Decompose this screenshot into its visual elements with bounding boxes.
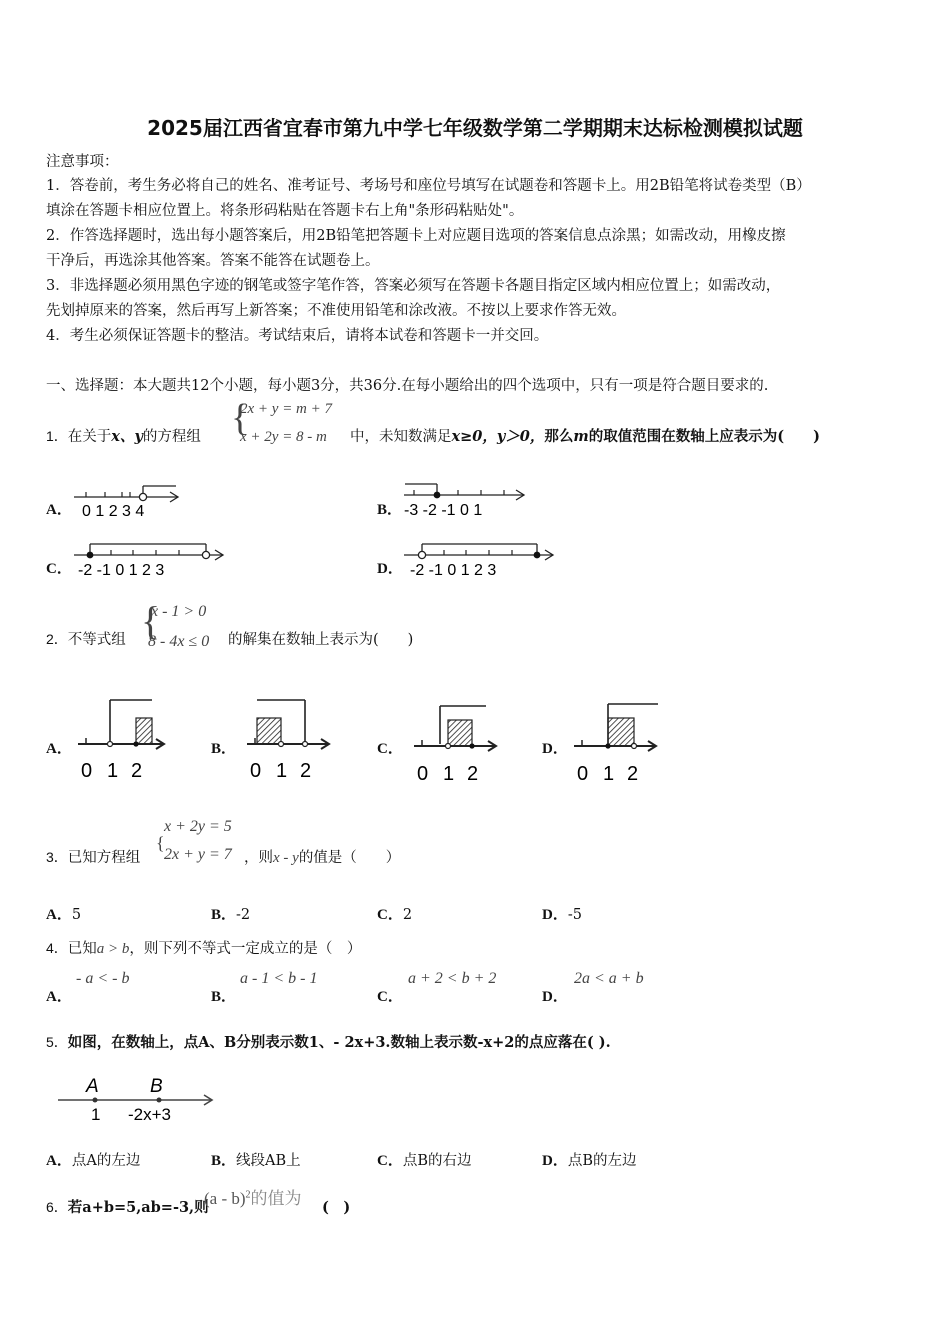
q3-post-a: ，则 — [244, 850, 273, 866]
q2-text-pre: 不等式组 — [67, 632, 126, 648]
q3-eq2: 2x + y = 7 — [164, 846, 232, 863]
option[interactable] — [46, 903, 81, 924]
q6-expr: (a - b) — [204, 1189, 246, 1208]
q6-post: ( ) — [322, 1199, 351, 1216]
option-label[interactable]: C． — [377, 741, 403, 757]
point-value-b: -2x+3 — [128, 1105, 171, 1124]
q5-text: 如图，在数轴上，点A、B分别表示数1、- 2x+3.数轴上表示数-x+2的点应落在( ). — [67, 1034, 611, 1051]
option-label[interactable]: C． — [46, 561, 72, 577]
q2-post: 的解集在数轴上表示为( ) — [228, 632, 414, 648]
notice-line: 填涂在答题卡相应位置上。将条形码粘贴在答题卡右上角"条形码粘贴处"。 — [46, 203, 524, 219]
q4-cond: a > b — [96, 941, 130, 957]
option-label[interactable]: D． — [542, 741, 568, 757]
question-6 — [46, 1196, 209, 1217]
option-label: A． — [46, 1153, 72, 1169]
q1-post: 中，未知数满足 — [350, 429, 452, 445]
option-text: 点B的右边 — [402, 1153, 472, 1169]
tick-label: 0 — [417, 763, 429, 785]
number-line-2a — [74, 694, 174, 786]
option-label[interactable]: D． — [377, 561, 403, 577]
option-label[interactable]: B． — [377, 502, 403, 518]
option-text: -5 — [567, 907, 582, 923]
option-label[interactable]: A． — [46, 989, 72, 1005]
option-label: B． — [211, 1153, 237, 1169]
option-text: a + 2 < b + 2 — [408, 970, 497, 987]
q4-post: ，则下列不等式一定成立的是（ ） — [129, 941, 362, 957]
option-text: - a < - b — [76, 970, 130, 987]
option[interactable] — [211, 1149, 301, 1170]
option-label: C． — [377, 1153, 403, 1169]
point-label-b: B — [150, 1076, 163, 1097]
question-1 — [46, 425, 201, 446]
question-5 — [46, 1031, 611, 1052]
number-line-a — [70, 480, 190, 520]
question-number: 2． — [46, 631, 68, 647]
notice-line: 1．答卷前，考生务必将自己的姓名、准考证号、考场号和座位号填写在试题卷和答题卡上。用2B铅笔将试卷类型（B） — [46, 178, 811, 194]
option-label[interactable]: D． — [542, 989, 568, 1005]
notice-line: 干净后，再选涂其他答案。答案不能答在试题卷上。 — [46, 253, 380, 269]
option-label[interactable]: B． — [211, 989, 237, 1005]
q1-eq1: 2x + y = m + 7 — [240, 401, 333, 417]
q1-cond: x≥0，y＞0， — [451, 428, 545, 445]
point-label-a: A — [86, 1076, 99, 1097]
q3-text-pre: 已知方程组 — [67, 850, 141, 866]
notice-line: 先划掉原来的答案，然后再写上新答案；不准使用铅笔和涂改液。不按以上要求作答无效。 — [46, 303, 626, 319]
option[interactable] — [542, 903, 582, 924]
number-line-2c — [410, 698, 510, 790]
q3-tail — [244, 846, 400, 867]
option-text: 点A的左边 — [71, 1153, 141, 1169]
tick-labels: 0 1 2 3 4 — [82, 503, 145, 520]
q1-post3: 的取值范围在数轴上应表示为( ) — [588, 428, 820, 445]
question-number: 3． — [46, 849, 68, 865]
question-number: 4． — [46, 940, 68, 956]
question-number: 5． — [46, 1034, 68, 1050]
option-text: 2 — [402, 907, 413, 923]
q3-eq1: x + 2y = 5 — [164, 818, 232, 835]
option-label[interactable]: C． — [377, 989, 403, 1005]
option-text: 2a < a + b — [574, 970, 644, 987]
option[interactable] — [377, 903, 412, 924]
tick-label: 1 — [443, 763, 455, 785]
q6-exponent: 2 — [245, 1189, 251, 1201]
tick-labels: -3 -2 -1 0 1 — [404, 502, 483, 519]
option[interactable] — [46, 1149, 140, 1170]
option-label: D． — [542, 1153, 568, 1169]
point-value-a: 1 — [91, 1105, 101, 1124]
q5-number-line — [54, 1070, 224, 1128]
tick-label: 0 — [250, 760, 262, 782]
tick-label: 0 — [81, 760, 93, 782]
option[interactable] — [377, 1149, 472, 1170]
tick-label: 1 — [107, 760, 119, 782]
tick-label: 2 — [300, 760, 312, 782]
option-text: 5 — [71, 907, 82, 923]
tick-label: 2 — [627, 763, 639, 785]
option-label[interactable]: A． — [46, 502, 72, 518]
option-label: A． — [46, 907, 72, 923]
tick-label: 1 — [603, 763, 615, 785]
notice-line: 2．作答选择题时，选出每小题答案后，用2B铅笔把答题卡上对应题目选项的答案信息点涂黑；如需改动，用橡皮擦 — [46, 228, 786, 244]
tick-label: 0 — [577, 763, 589, 785]
q6-expression — [204, 1184, 302, 1209]
notice-line: 4．考生必须保证答题卡的整洁。考试结束后，请将本试卷和答题卡一并交回。 — [46, 328, 549, 344]
q1-eq2: x + 2y = 8 - m — [240, 429, 327, 445]
q1-text-mid: 的方程组 — [142, 429, 201, 445]
q1-condition — [350, 425, 820, 446]
q2-eq1: x - 1 > 0 — [151, 603, 207, 620]
option-text: 点B的左边 — [567, 1153, 637, 1169]
section-heading: 一、选择题：本大题共12个小题，每小题3分，共36分.在每小题给出的四个选项中，只有一项是符合题目要求的. — [46, 378, 769, 394]
q2-eq2: 8 - 4x ≤ 0 — [148, 633, 210, 650]
q4-text-pre: 已知 — [67, 941, 97, 957]
number-line-c — [70, 538, 230, 580]
tick-labels: -2 -1 0 1 2 3 — [410, 562, 497, 579]
question-2 — [46, 628, 126, 649]
question-3 — [46, 846, 140, 867]
q6-text-pre: 若a+b=5,ab=-3,则 — [67, 1199, 209, 1216]
option-label[interactable]: B． — [211, 741, 237, 757]
number-line-d — [400, 538, 560, 580]
notice-line: 3．非选择题必须用黑色字迹的钢笔或签字笔作答，答案必须写在答题卡各题目指定区域内相应位置上；如需改动， — [46, 278, 781, 294]
option-label: D． — [542, 907, 568, 923]
option[interactable] — [542, 1149, 637, 1170]
q1-text-pre: 在关于 — [67, 429, 112, 445]
tick-label: 2 — [467, 763, 479, 785]
brace-icon: { — [156, 833, 165, 853]
question-4 — [46, 937, 361, 958]
question-number: 1． — [46, 428, 68, 444]
q6-mid: 的值为 — [250, 1189, 302, 1208]
number-line-2b — [243, 694, 343, 786]
q1-var-m: m — [573, 428, 589, 445]
q3-expr: x - y — [273, 850, 299, 866]
option-label[interactable]: A． — [46, 741, 72, 757]
tick-label: 1 — [276, 760, 288, 782]
page-title: 2025届江西省宜春市第九中学七年级数学第二学期期末达标检测模拟试题 — [147, 116, 803, 140]
brace-icon: { — [231, 397, 250, 439]
question-number: 6． — [46, 1199, 68, 1215]
q1-post2: 那么 — [544, 428, 574, 445]
q1-vars: x、y — [111, 428, 143, 445]
option-text: -2 — [236, 907, 251, 923]
option-text: 线段AB上 — [236, 1153, 301, 1169]
option-text: a - 1 < b - 1 — [240, 970, 318, 987]
notice-heading: 注意事项： — [46, 154, 119, 170]
q3-post-b: 的值是（ ） — [298, 850, 401, 866]
tick-label: 2 — [131, 760, 143, 782]
number-line-2d — [570, 698, 670, 790]
option[interactable] — [211, 903, 250, 924]
option-label: C． — [377, 907, 403, 923]
brace-icon: { — [141, 598, 161, 643]
tick-labels: -2 -1 0 1 2 3 — [78, 562, 165, 579]
number-line-b — [400, 478, 530, 520]
option-label: B． — [211, 907, 237, 923]
